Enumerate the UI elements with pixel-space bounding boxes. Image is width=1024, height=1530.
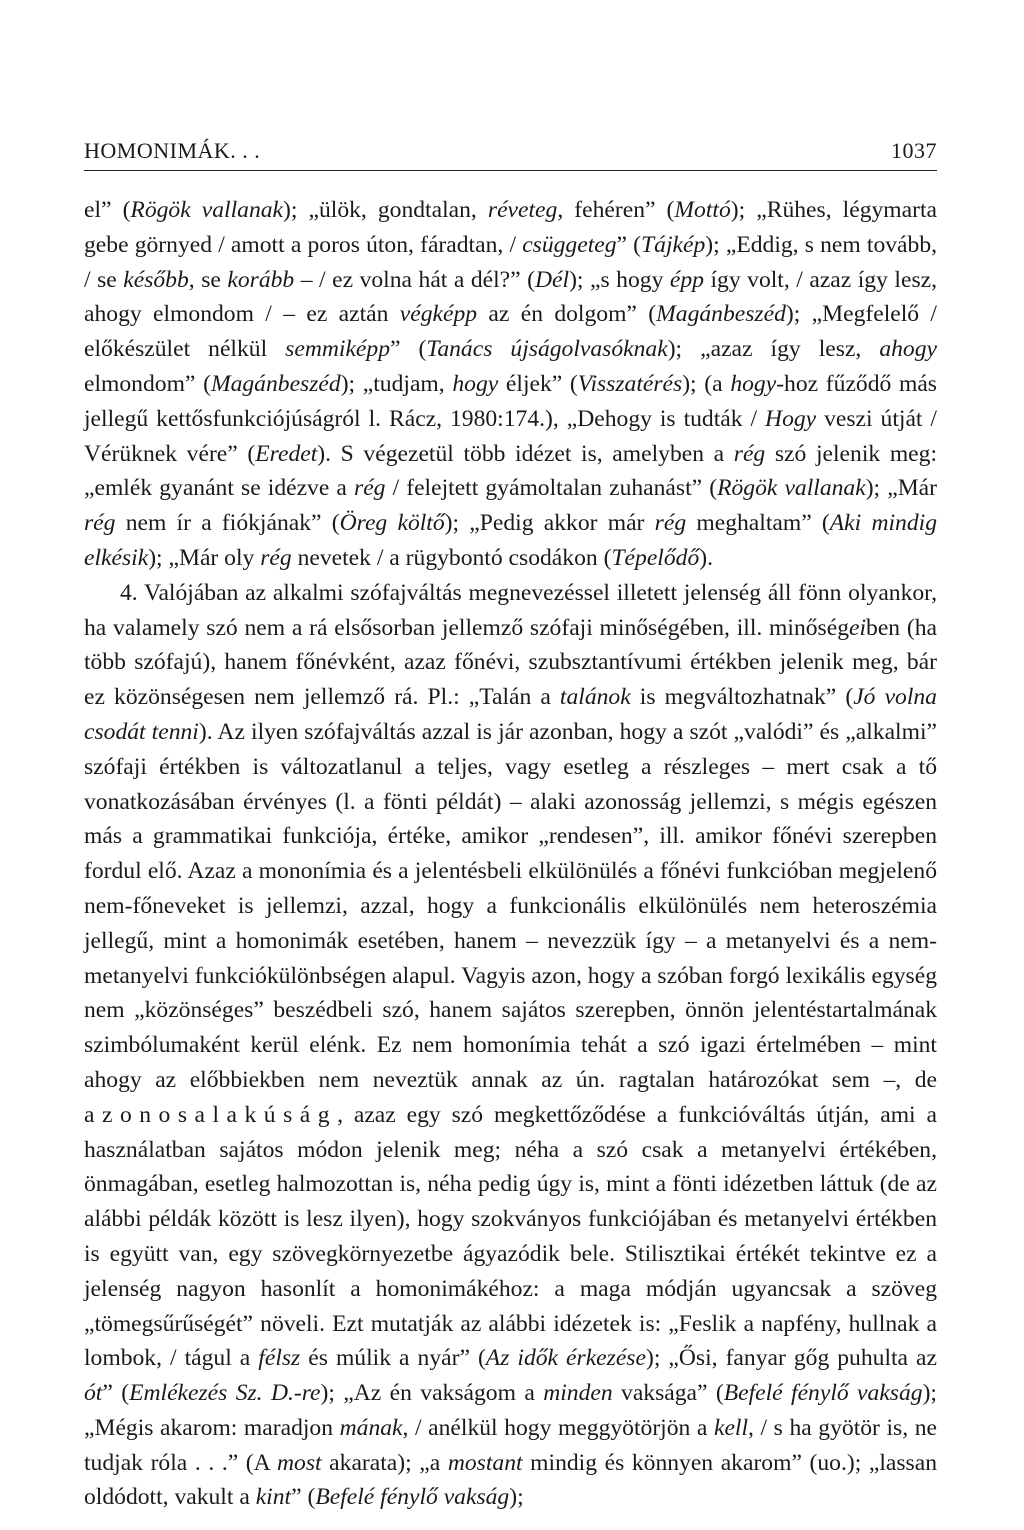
book-page — [84, 138, 937, 1515]
italic-run: rég — [354, 475, 386, 502]
body-text — [84, 193, 937, 1515]
italic-run: kint — [255, 1484, 292, 1511]
italic-run: Magánbeszéd — [210, 370, 341, 397]
italic-run: Aki mindig elkésik — [84, 510, 937, 571]
italic-run: Rögök vallanak — [130, 197, 284, 223]
italic-run: semmiképp — [285, 336, 390, 363]
italic-run: Befelé fénylő vakság — [315, 1484, 510, 1511]
running-header — [84, 138, 937, 171]
running-title: HOMONIMÁK. . . — [84, 138, 261, 163]
italic-run: most — [277, 1449, 322, 1476]
italic-run: Befelé fénylő vakság — [723, 1380, 923, 1407]
italic-run: réveteg — [487, 197, 558, 223]
italic-run: kell — [713, 1414, 749, 1441]
italic-run: ei — [849, 614, 867, 641]
italic-run: Tépelődő — [611, 544, 700, 571]
italic-run: Tanács újságolvasóknak — [426, 336, 668, 363]
italic-run: talánok — [559, 684, 631, 711]
italic-run: végképp — [399, 301, 478, 328]
italic-run: félsz — [258, 1345, 301, 1372]
italic-run: minden — [543, 1380, 613, 1407]
italic-run: Eredet — [255, 440, 318, 467]
italic-run: ahogy — [879, 336, 937, 363]
italic-run: Emlékezés Sz. D.-re — [129, 1380, 321, 1407]
page-number: 1037 — [891, 138, 937, 163]
italic-run: Az idők érkezése — [485, 1345, 646, 1372]
italic-run: mostant — [447, 1449, 523, 1476]
italic-run: Rögök vallanak — [717, 475, 866, 502]
italic-run: Öreg költő — [339, 510, 445, 537]
italic-run: hogy — [730, 370, 777, 397]
italic-run: Tájkép — [641, 231, 706, 258]
paragraph-continuation: el” (Rögök vallanak); „ülök, gondtalan, réveteg, fehéren” (Mottó); „Rühes, légymarta gebe görnyed / amott a poros úton, fáradtan, / csüggeteg” (Tájkép); „Eddig, s nem tovább, / se később, se korább – / ez volna hát a dél?” (Dél); „s hogy épp így volt, / azaz így lesz, ahogy elmondom / – ez aztán végképp az én dolgom” (Magánbeszéd); „Megfelelő / előkészület nélkül semmiképp” (Tanács újságolvasóknak); „azaz így lesz, ahogy elmondom” (Magánbeszéd); „tudjam, hogy éljek” (Visszatérés); (a hogy-hoz fűződő más jellegű kettősfunkciójúságról l. Rácz, 1980:174.), „Dehogy is tudták / Hogy veszi útját / Vérüknek vére” (Eredet). S végezetül több idézet is, amelyben a rég szó jelenik meg: „emlék gyanánt se idézve a rég / felejtett gyámoltalan zuhanást” (Rögök vallanak); „Már rég nem ír a fiókjának” (Öreg költő); „Pedig akkor már rég meghaltam” (Aki mindig elkésik); „Már oly rég nevetek / a rügybontó csodákon (Tépelődő). — [84, 197, 938, 571]
italic-run: rég — [84, 510, 116, 537]
italic-run: rég — [733, 440, 766, 467]
italic-run: hogy — [452, 370, 499, 397]
italic-run: rég — [260, 544, 292, 571]
italic-run: Hogy — [765, 405, 817, 432]
italic-run: később — [123, 266, 189, 293]
italic-run: épp — [669, 266, 704, 293]
italic-run: Jó volna csodát tenni — [84, 684, 937, 745]
italic-run: Magánbeszéd — [656, 301, 786, 328]
paragraph-section-4: 4. Valójában az alkalmi szófajváltás megnevezéssel illetett jelenség áll fönn olyankor, ha valamely szó nem a rá elsősorban jellemző szófaji minőségében, ill. minőségeiben (ha több szófajú), hanem főnévként, azaz főnévi, szubsztantívumi értékben jelenik meg, bár ez közönségesen nem jellemző rá. Pl.: „Talán a talánok is megváltozhatnak” (Jó volna csodát tenni). Az ilyen szófajváltás azzal is jár azonban, hogy a szót „valódi” és „alkalmi” szófaji értékben is változatlanul a teljes, vagy esetleg a részleges – mert csak a tő vonatkozásában érvényes (l. a fönti példát) – alaki azonosság jellemzi, s mégis egészen más a grammatikai funkciója, értéke, amikor „rendesen”, ill. amikor főnévi szerepben fordul elő. Azaz a mononímia és a jelentésbeli elkülönülés a főnévi funkcióban megjelenő nem-főneveket is jellemzi, azzal, hogy a funkcionális elkülönülés nem heteroszémia jellegű, mint a homonimák esetében, hanem – nevezzük így – a metanyelvi és a nem-metanyelvi funkciókülönbségen alapul. Vagyis azon, hogy a szóban forgó lexikális egység nem „közönséges” beszédbeli szó, hanem sajátos szerepben, önnön jelentéstartalmának szimbólumaként kerül elénk. Ez nem homonímia tehát a szó igazi értelmében – mint ahogy az előbbiekben nem neveztük annak az ún. ragtalan határozókat sem –, de azonosalakúság, azaz egy szó megkettőződése a funkcióváltás útján, ami a használatban sajátos módon jelenik meg; néha a szó csak a metanyelvi értékében, önmagában, esetleg halmozottan is, néha pedig úgy is, mint a fönti idézetben láttuk (de az alábbi példák között is lesz ilyen), hogy szokványos funkciójában és metanyelvi értékben is együtt van, egy szövegkörnyezetbe ágyazódik bele. Stilisztikai értékét tekintve ez a jelenség nagyon hasonlít a homonimákéhoz: a maga módján ugyancsak a szöveg „tömegsűrűségét” növeli. Ezt mutatják az alábbi idézetek is: „Feslik a napfény, hullnak a lombok, / tágul a félsz és múlik a nyár” (Az idők érkezése); „Ősi, fanyar gőg puhulta az ót” (Emlékezés Sz. D.-re); „Az én vakságom a minden vaksága” (Befelé fénylő vakság); „Mégis akarom: maradjon mának, / anélkül hogy meggyötörjön a kell, / s ha gyötör is, ne tudjak róla . . .” (A most akarata); „a mostant mindig és könnyen akarom” (uo.); „lassan oldódott, vakult a kint” (Befelé fénylő vakság); — [84, 579, 938, 1511]
italic-run: csüggeteg — [522, 231, 617, 258]
italic-run: korább — [227, 266, 295, 293]
italic-run: Mottó — [674, 197, 731, 223]
italic-run: Visszatérés — [577, 370, 683, 397]
italic-run: ót — [84, 1380, 103, 1407]
italic-run: rég — [654, 510, 687, 537]
italic-run: mának — [339, 1414, 403, 1441]
italic-run: Dél — [535, 266, 570, 293]
spaced-emphasis: azonosalakúság — [84, 1101, 338, 1128]
